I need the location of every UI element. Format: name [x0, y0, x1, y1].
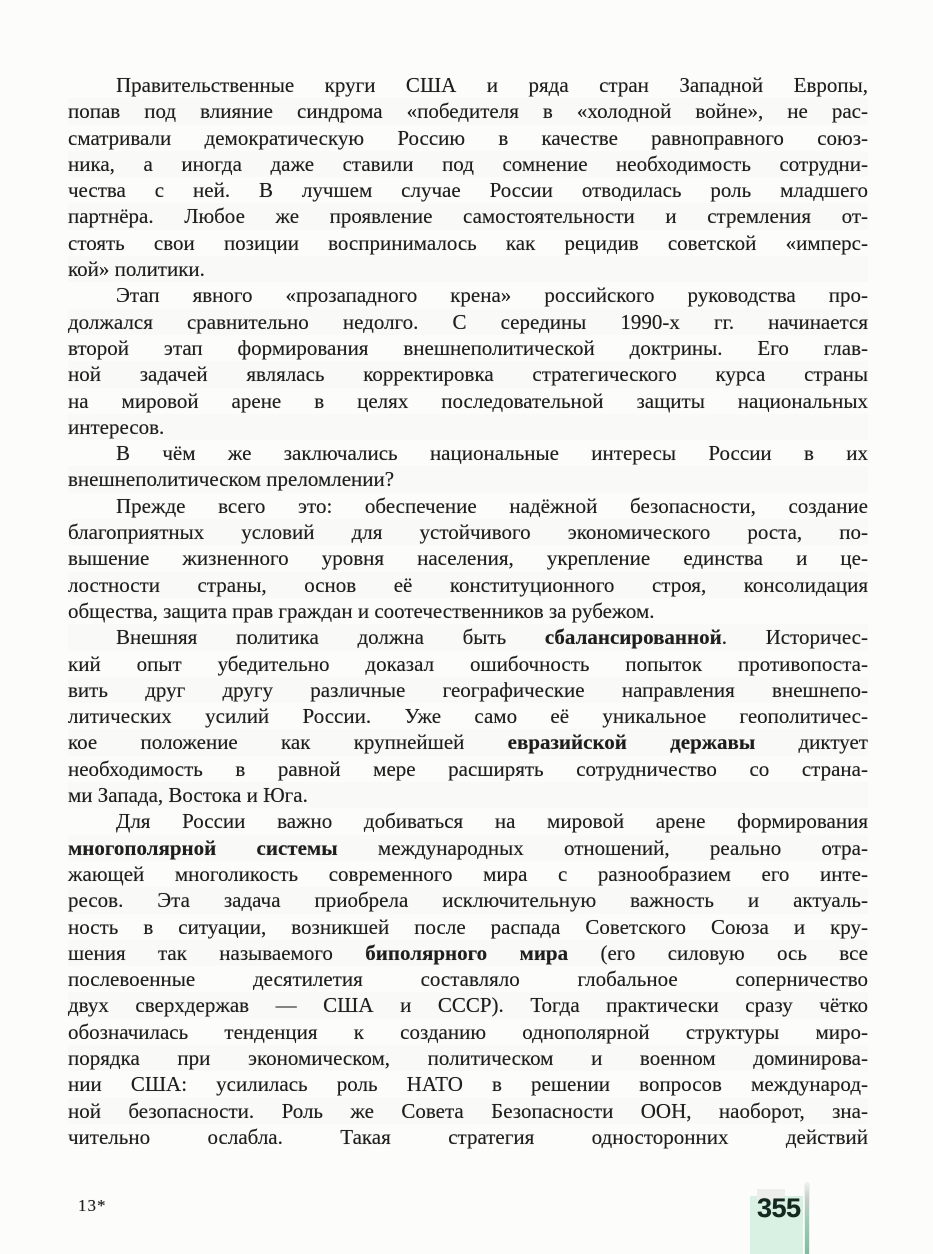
text-segment: (его силовую ось все: [568, 940, 868, 965]
text-segment: ной задачей являлась корректировка стратегического курса страны: [68, 362, 868, 387]
signature-mark: 13*: [78, 1196, 107, 1215]
text-line: [68, 545, 868, 571]
text-line: [68, 914, 868, 940]
text-line: [68, 808, 868, 834]
text-line: [68, 309, 868, 335]
text-line: [68, 729, 868, 755]
text-line: [68, 861, 868, 887]
text-line: [68, 1019, 868, 1045]
text-line: [68, 887, 868, 913]
text-segment: Этап явного «прозападного крена» российского руководства про-: [116, 283, 868, 308]
text-segment: стоять свои позиции воспринималось как рецидив советской «имперс-: [68, 230, 868, 255]
text-segment: обозначилась тенденция к созданию однополярной структуры миро-: [68, 1019, 868, 1044]
text-segment: кое положение как крупнейшей: [68, 730, 508, 755]
bold-text: многополярной системы: [68, 835, 338, 860]
text-segment: ми Запада, Востока и Юга.: [68, 783, 308, 808]
bold-text: евразийской державы: [507, 730, 756, 755]
text-segment: ресов. Эта задача приобрела исключительную важность и актуаль-: [68, 888, 868, 913]
text-segment: нии США: усилилась роль НАТО в решении вопросов международ-: [68, 1072, 868, 1097]
text-segment: ность в ситуации, возникшей после распада Советского Союза и кру-: [68, 914, 868, 939]
text-segment: чества с ней. В лучшем случае России отводилась роль младшего: [68, 178, 868, 203]
text-segment: попав под влияние синдрома «победителя в «холодной войне», не рас-: [68, 99, 868, 124]
text-segment: ника, а иногда даже ставили под сомнение необходимость сотрудни-: [68, 151, 868, 176]
text-segment: лостности страны, основ её конституционного строя, консолидация: [68, 572, 868, 597]
text-line: [68, 493, 868, 519]
text-line: [68, 651, 868, 677]
text-segment: ной безопасности. Роль же Совета Безопасности ООН, наоборот, зна-: [68, 1098, 868, 1123]
text-segment: благоприятных условий для устойчивого экономического роста, по-: [68, 520, 868, 545]
text-line: [68, 703, 868, 729]
text-segment: вить друг другу различные географические направления внешнепо-: [68, 677, 868, 702]
text-line: [68, 440, 868, 466]
text-segment: Правительственные круги США и ряда стран Западной Европы,: [116, 73, 868, 97]
text-segment: интересов.: [68, 414, 165, 439]
text-segment: чительно ослабла. Такая стратегия односторонних действий: [68, 1124, 868, 1149]
text-line: [68, 361, 868, 387]
text-line: [68, 1071, 868, 1097]
text-segment: вышение жизненного уровня населения, укрепление единства и це-: [68, 546, 868, 571]
text-line: [68, 677, 868, 703]
text-line: [68, 203, 868, 229]
text-line: [68, 940, 868, 966]
text-line: [68, 992, 868, 1018]
text-segment: кий опыт убедительно доказал ошибочность попыток противопоста-: [68, 651, 868, 676]
text-segment: общества, защита прав граждан и соотечественников за рубежом.: [68, 598, 655, 623]
text-line: [68, 335, 868, 361]
text-line: [68, 519, 868, 545]
text-segment: второй этап формирования внешнеполитической доктрины. Его глав-: [68, 335, 868, 360]
text-segment: литических усилий России. Уже само её уникальное геополитичес-: [68, 704, 868, 729]
text-segment: должался сравнительно недолго. С середины 1990-х гг. начинается: [68, 309, 868, 334]
page-text: [68, 72, 868, 1150]
text-line: [68, 624, 868, 650]
text-line: [68, 151, 868, 177]
text-line: [68, 598, 868, 624]
text-segment: диктует: [755, 730, 868, 755]
text-segment: . Историчес-: [721, 625, 868, 650]
page-number: 355: [757, 1193, 801, 1223]
text-segment: необходимость в равной мере расширять сотрудничество со страна-: [68, 756, 868, 781]
text-segment: В чём же заключались национальные интересы России в их: [116, 441, 868, 466]
text-line: [68, 72, 868, 98]
text-segment: кой» политики.: [68, 257, 205, 282]
text-line: [68, 125, 868, 151]
bold-text: сбалансированной: [544, 625, 722, 650]
text-line: [68, 835, 868, 861]
text-line: [68, 388, 868, 414]
text-segment: Для России важно добиваться на мировой арене формирования: [116, 809, 868, 834]
text-line: [68, 414, 868, 440]
text-segment: Внешняя политика должна быть: [116, 625, 545, 650]
text-segment: партнёра. Любое же проявление самостоятельности и стремления от-: [68, 204, 868, 229]
text-line: [68, 1098, 868, 1124]
text-line: [68, 177, 868, 203]
text-line: [68, 230, 868, 256]
text-line: [68, 282, 868, 308]
text-segment: на мировой арене в целях последовательной защиты национальных: [68, 388, 868, 413]
text-segment: шения так называемого: [68, 940, 366, 965]
text-segment: порядка при экономическом, политическом и военном доминирова-: [68, 1045, 868, 1070]
text-line: [68, 466, 868, 492]
text-line: [68, 966, 868, 992]
text-segment: двух сверхдержав — США и СССР). Тогда практически сразу чётко: [68, 993, 868, 1018]
text-segment: Прежде всего это: обеспечение надёжной безопасности, создание: [116, 493, 868, 518]
text-line: [68, 98, 868, 124]
text-line: [68, 756, 868, 782]
page-edge-line: [805, 1183, 809, 1254]
text-segment: внешнеполитическом преломлении?: [68, 467, 395, 492]
text-line: [68, 572, 868, 598]
text-line: [68, 782, 868, 808]
text-segment: жающей многоликость современного мира с разнообразием его инте-: [68, 861, 868, 886]
text-line: [68, 1045, 868, 1071]
text-line: [68, 1124, 868, 1150]
text-segment: послевоенные десятилетия составляло глобальное соперничество: [68, 967, 868, 992]
bold-text: биполярного мира: [365, 940, 569, 965]
text-segment: сматривали демократическую Россию в качестве равноправного союз-: [68, 125, 868, 150]
text-line: [68, 256, 868, 282]
text-segment: международных отношений, реально отра-: [337, 835, 868, 860]
